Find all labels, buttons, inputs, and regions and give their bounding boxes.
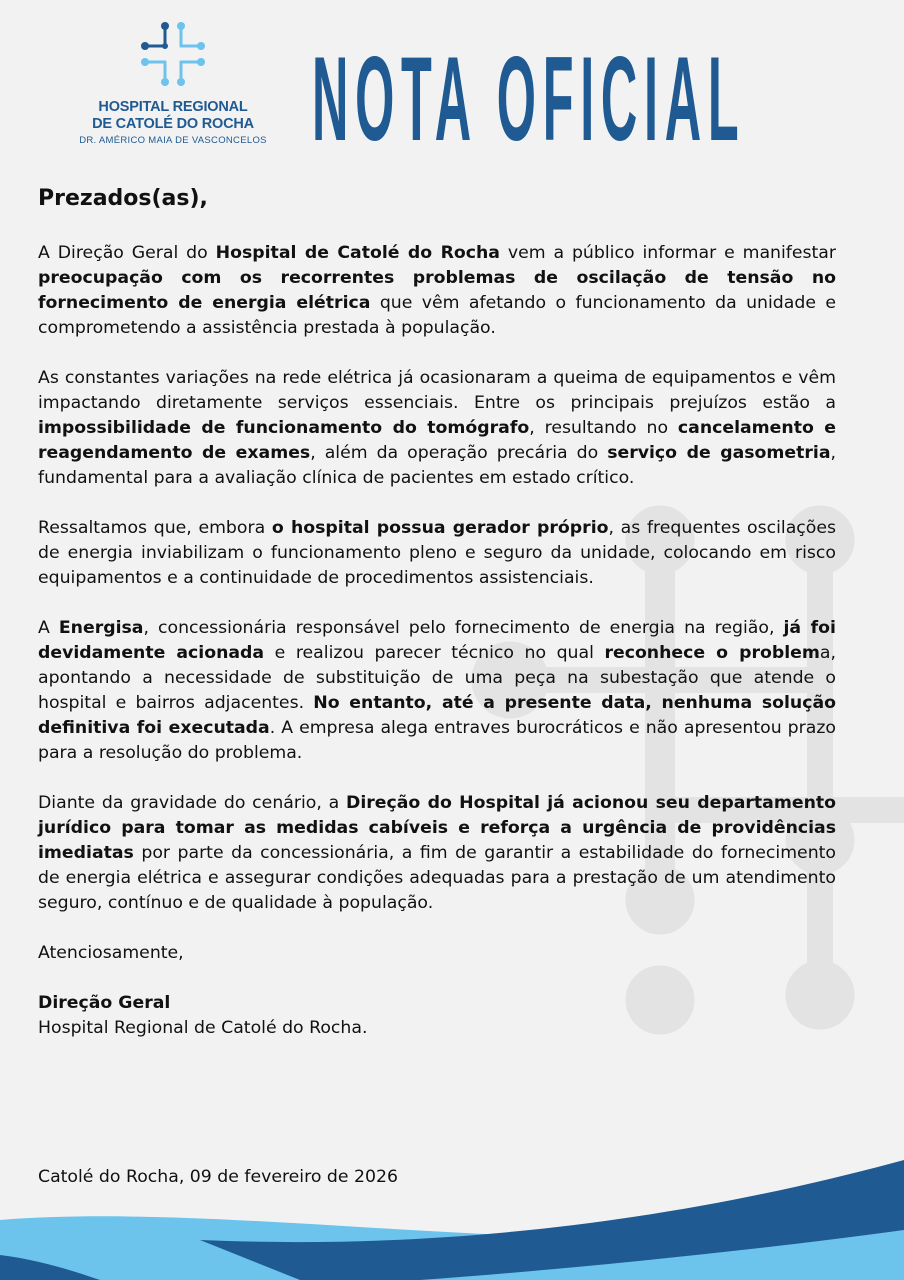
bold-text: cancelamento e reagendamento de exames — [38, 418, 836, 463]
paragraph-text: A Direção Geral do — [38, 243, 216, 263]
greeting: Prezados(as), — [38, 186, 208, 211]
paragraph-text: A — [38, 618, 59, 638]
signature — [38, 991, 836, 1041]
letterhead — [0, 0, 904, 175]
paragraph — [38, 791, 836, 916]
logo-line-2: DE CATOLÉ DO ROCHA — [92, 116, 254, 132]
paragraph-text: As constantes variações na rede elétrica já ocasionaram a queima de equipamentos e vêm impactando diretamente serviços essenciais. Entre os principais prejuízos estão a — [38, 368, 836, 413]
signature-name: Hospital Regional de Catolé do Rocha. — [38, 1018, 368, 1038]
paragraph-text: , fundamental para a avaliação clínica de pacientes em estado crítico. — [38, 443, 836, 488]
paragraph-text: Ressaltamos que, embora — [38, 518, 272, 538]
hospital-cross-molecule-icon — [137, 20, 209, 90]
bold-text: serviço de gasometria — [607, 443, 831, 463]
closing: Atenciosamente, — [38, 943, 184, 963]
bold-text: Direção do Hospital já acionou seu departamento jurídico para tomar as medidas cabíveis e reforça a urgência de providências imediatas — [38, 793, 837, 863]
bold-text: reconhece o problem — [604, 643, 820, 663]
paragraph — [38, 366, 836, 491]
paragraph-text: e realizou parecer técnico no qual — [264, 643, 605, 663]
paragraph — [38, 616, 836, 766]
logo-line-1: HOSPITAL REGIONAL — [98, 99, 248, 115]
paragraph-text: , as frequentes oscilações de energia inviabilizam o funcionamento pleno e seguro da unidade, colocando em risco equipamentos e a continuidade de procedimentos assistenciais. — [38, 518, 837, 588]
paragraph-text: , além da operação precária do — [310, 443, 608, 463]
footer-wave-graphic — [0, 1160, 904, 1280]
bold-text: preocupação com os recorrentes problemas de oscilação de tensão no fornecimento de energia elétrica — [38, 268, 836, 313]
paragraph-text: . A empresa alega entraves burocráticos e não apresentou prazo para a resolução do problema. — [38, 718, 836, 763]
letter-date: Catolé do Rocha, 09 de fevereiro de 2026 — [38, 1167, 398, 1187]
bold-text: o hospital possua gerador próprio — [271, 518, 609, 538]
bold-text: No entanto, até a presente data, nenhuma solução definitiva foi executada — [38, 693, 836, 738]
logo-line-3: DR. AMÉRICO MAIA DE VASCONCELOS — [79, 135, 267, 146]
paragraph-text: , concessionária responsável pelo fornecimento de energia na região, — [143, 618, 784, 638]
signature-title: Direção Geral — [38, 993, 171, 1013]
letter-body — [38, 183, 836, 1041]
bold-text: Hospital de Catolé do Rocha — [215, 243, 500, 263]
paragraph-text: vem a público informar e manifestar — [499, 243, 836, 263]
paragraph — [38, 241, 836, 341]
hospital-logo-text — [60, 99, 286, 147]
paragraph-text: a, apontando a necessidade de substituição de uma peça na subestação que atende o hospital e bairros adjacentes. — [38, 643, 836, 713]
paragraph-text: , resultando no — [529, 418, 678, 438]
bold-text: já foi devidamente acionada — [38, 618, 836, 663]
paragraph-text: por parte da concessionária, a fim de garantir a estabilidade do fornecimento de energia elétrica e assegurar condições adequadas para a prestação de um atendimento seguro, contínuo e de qualidade à população. — [38, 843, 836, 913]
bold-text: Energisa — [58, 618, 144, 638]
paragraph — [38, 516, 836, 591]
paragraph-text: que vêm afetando o funcionamento da unidade e comprometendo a assistência prestada à população. — [38, 293, 837, 338]
page-title: NOTA OFICIAL — [312, 32, 746, 166]
paragraph-text: Diante da gravidade do cenário, a — [38, 793, 347, 813]
bold-text: impossibilidade de funcionamento do tomógrafo — [38, 418, 530, 438]
